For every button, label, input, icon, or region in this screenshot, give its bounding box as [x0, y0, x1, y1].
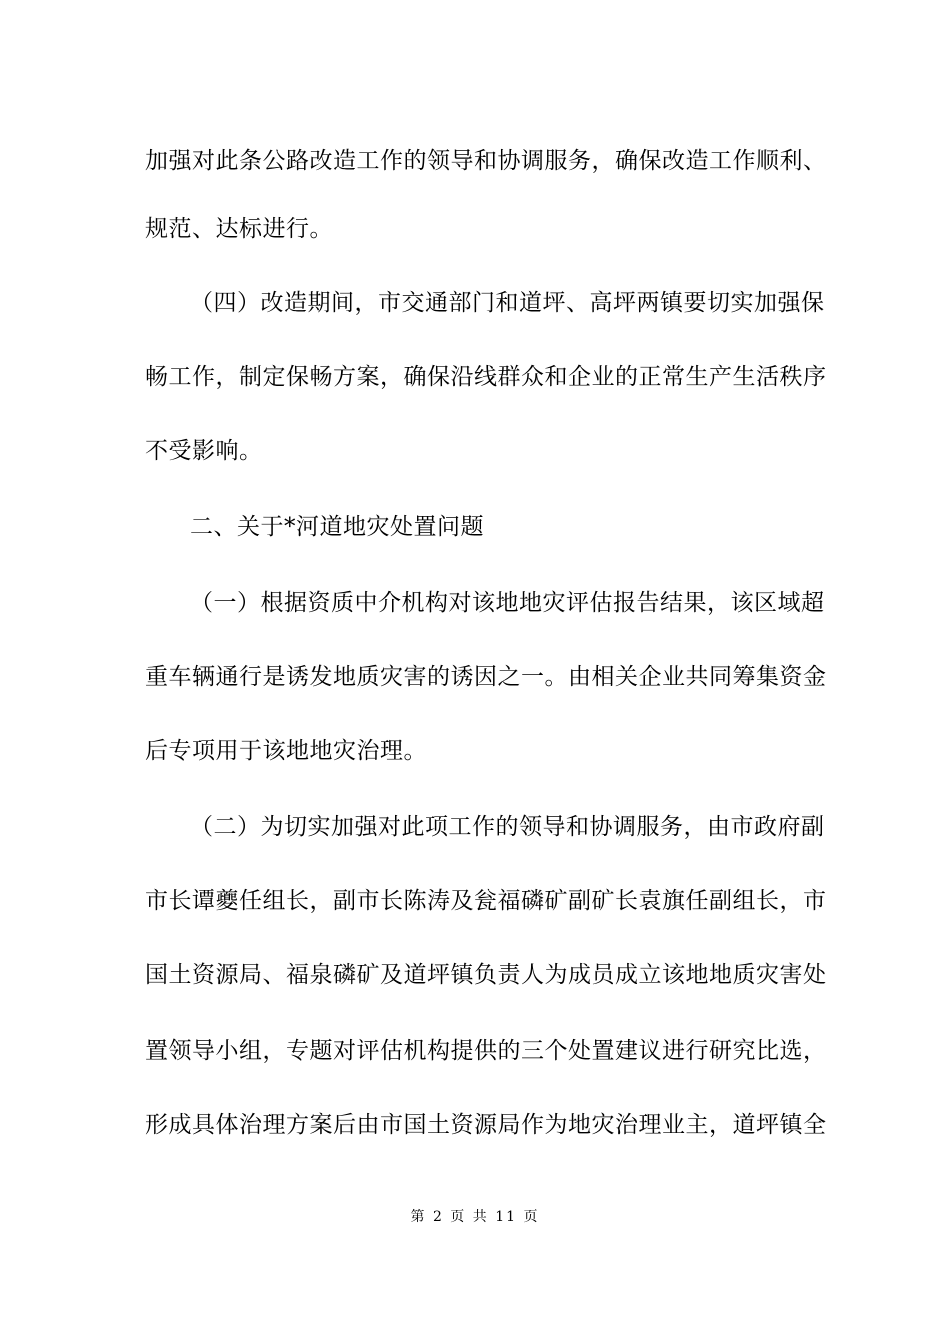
text-line: 形成具体治理方案后由市国土资源局作为地灾治理业主，道坪镇全: [145, 1112, 827, 1138]
text-line: 规范、达标进行。: [145, 216, 333, 242]
text-line: 市长谭夔任组长，副市长陈涛及瓮福磷矿副矿长袁旗任副组长，市: [145, 888, 827, 914]
paragraph-start-line: （一）根据资质中介机构对该地地灾评估报告结果，该区域超: [190, 590, 825, 616]
page-number-footer: 第 2 页 共 11 页: [410, 1209, 540, 1225]
text-line: 后专项用于该地地灾治理。: [145, 738, 427, 764]
text-line: 国土资源局、福泉磷矿及道坪镇负责人为成员成立该地地质灾害处: [145, 962, 827, 988]
section-heading: 二、关于*河道地灾处置问题: [190, 514, 484, 540]
text-line: 重车辆通行是诱发地质灾害的诱因之一。由相关企业共同筹集资金: [145, 664, 827, 690]
text-line: 加强对此条公路改造工作的领导和协调服务，确保改造工作顺利、: [145, 148, 827, 174]
text-line: 置领导小组，专题对评估机构提供的三个处置建议进行研究比选，: [145, 1038, 827, 1064]
text-line: 不受影响。: [145, 438, 263, 464]
paragraph-start-line: （二）为切实加强对此项工作的领导和协调服务，由市政府副: [190, 814, 825, 840]
text-line: 畅工作，制定保畅方案，确保沿线群众和企业的正常生产生活秩序: [145, 364, 827, 390]
paragraph-start-line: （四）改造期间，市交通部门和道坪、高坪两镇要切实加强保: [190, 290, 825, 316]
